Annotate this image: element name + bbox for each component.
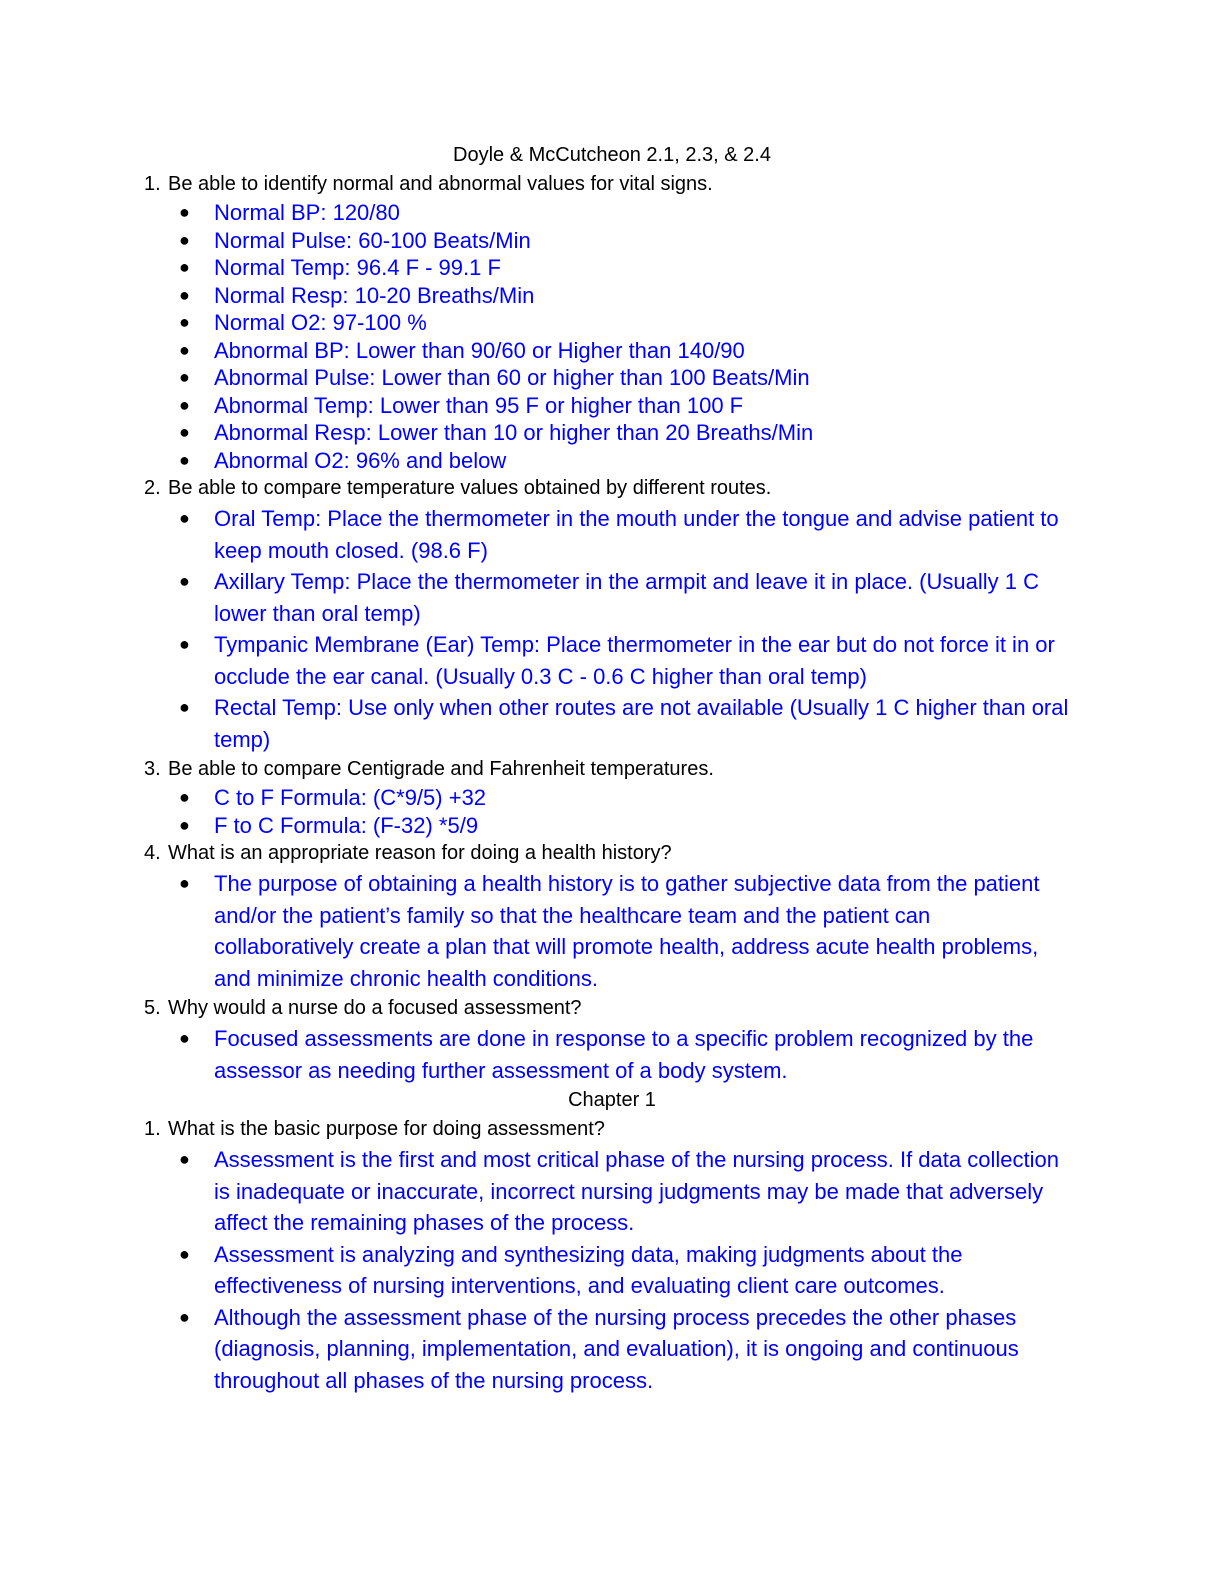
- question: [144, 170, 1080, 199]
- answer-list: [144, 1023, 1080, 1086]
- bullet-icon: ●: [179, 367, 190, 387]
- question-text: Be able to compare temperature values obtained by different routes.: [168, 477, 772, 499]
- bullet-icon: ●: [179, 1243, 190, 1264]
- question: [144, 839, 1080, 868]
- question: [144, 755, 1080, 784]
- answer-item: [179, 1302, 1080, 1397]
- question-text: What is the basic purpose for doing assessment?: [168, 1118, 605, 1140]
- answer-item: [179, 392, 1080, 420]
- answer-text: Abnormal BP: Lower than 90/60 or Higher than 140/90: [214, 337, 745, 363]
- bullet-icon: ●: [179, 229, 190, 250]
- answer-item: [179, 364, 1080, 392]
- answer-item: [179, 1239, 1080, 1302]
- section-heading: Chapter 1: [568, 1089, 656, 1111]
- bullet-icon: ●: [179, 1149, 190, 1169]
- question-number: 5.: [144, 997, 161, 1019]
- bullet-icon: ●: [179, 202, 190, 222]
- answer-list: [144, 503, 1080, 755]
- question-text: Be able to compare Centigrade and Fahrenheit temperatures.: [168, 758, 714, 780]
- answer-text: Normal Resp: 10-20 Breaths/Min: [214, 282, 535, 308]
- answer-text: F to C Formula: (F-32) *5/9: [214, 812, 479, 838]
- bullet-icon: ●: [179, 394, 190, 415]
- answer-item: [179, 566, 1080, 629]
- answer-text: The purpose of obtaining a health history is to gather subjective data from the patient and/or the patient’s family so that the healthcare team and the patient can collaboratively create a plan that will promote health, address acute health problems, and minimize chronic health conditions.: [214, 871, 1040, 991]
- bullet-icon: ●: [179, 422, 190, 442]
- bullet-icon: ●: [179, 873, 190, 893]
- bullet-icon: ●: [179, 697, 190, 717]
- bullet-icon: ●: [179, 312, 190, 332]
- answer-item: [179, 629, 1080, 692]
- bullet-icon: ●: [179, 449, 190, 470]
- bullet-icon: ●: [179, 1028, 190, 1048]
- answer-text: Normal O2: 97-100 %: [214, 310, 427, 335]
- answer-text: Assessment is analyzing and synthesizing data, making judgments about the effectiveness of nursing interventions, and evaluating client care outcomes.: [214, 1241, 963, 1298]
- answer-text: Although the assessment phase of the nursing process precedes the other phases (diagnosis, planning, implementation, and evaluation), it is ongoing and continuous throughout all phases of the nursing process.: [214, 1304, 1019, 1393]
- answer-text: Abnormal Pulse: Lower than 60 or higher than 100 Beats/Min: [214, 365, 810, 390]
- answer-item: [179, 254, 1080, 282]
- answer-text: Abnormal Temp: Lower than 95 F or higher than 100 F: [214, 392, 744, 418]
- question-number: 1.: [144, 173, 161, 195]
- answer-item: [179, 227, 1080, 255]
- answer-item: [179, 1144, 1080, 1239]
- question: [144, 1115, 1080, 1144]
- bullet-icon: ●: [179, 634, 190, 654]
- answer-text: Oral Temp: Place the thermometer in the mouth under the tongue and advise patient to keep mouth closed. (98.6 F): [214, 506, 1059, 563]
- bullet-icon: ●: [179, 257, 190, 277]
- answer-item: [179, 419, 1080, 447]
- answer-item: [179, 812, 1080, 840]
- bullet-icon: ●: [179, 814, 190, 835]
- answer-item: [179, 447, 1080, 475]
- answer-text: Focused assessments are done in response to a specific problem recognized by the assessor as needing further assessment of a body system.: [214, 1026, 1034, 1083]
- question: [144, 474, 1080, 503]
- question-number: 2.: [144, 477, 161, 499]
- answer-item: [179, 868, 1080, 994]
- answer-item: [179, 692, 1080, 755]
- question-text: Be able to identify normal and abnormal values for vital signs.: [168, 173, 713, 195]
- answer-item: [179, 309, 1080, 337]
- bullet-icon: ●: [179, 508, 190, 528]
- answer-item: [179, 503, 1080, 566]
- question-number: 3.: [144, 758, 161, 780]
- answer-list: [144, 868, 1080, 994]
- question: [144, 994, 1080, 1023]
- answer-item: [179, 199, 1080, 227]
- bullet-icon: ●: [179, 787, 190, 807]
- bullet-icon: ●: [179, 284, 190, 305]
- section-heading: Doyle & McCutcheon 2.1, 2.3, & 2.4: [453, 144, 771, 166]
- answer-text: C to F Formula: (C*9/5) +32: [214, 785, 487, 810]
- answer-list: [144, 199, 1080, 474]
- answer-item: [179, 784, 1080, 812]
- question-number: 4.: [144, 842, 161, 864]
- answer-text: Abnormal O2: 96% and below: [214, 447, 507, 473]
- answer-text: Tympanic Membrane (Ear) Temp: Place thermometer in the ear but do not force it in or occlude the ear canal. (Usually 0.3 C - 0.6 C higher than oral temp): [214, 632, 1055, 689]
- answer-text: Rectal Temp: Use only when other routes are not available (Usually 1 C higher than oral temp): [214, 695, 1069, 752]
- answer-text: Abnormal Resp: Lower than 10 or higher than 20 Breaths/Min: [214, 420, 814, 445]
- answer-text: Normal BP: 120/80: [214, 200, 400, 225]
- answer-text: Normal Temp: 96.4 F - 99.1 F: [214, 255, 501, 280]
- answer-list: [144, 1144, 1080, 1396]
- answer-item: [179, 1023, 1080, 1086]
- question-text: Why would a nurse do a focused assessment?: [168, 997, 582, 1019]
- answer-item: [179, 337, 1080, 365]
- bullet-icon: ●: [179, 571, 190, 591]
- bullet-icon: ●: [179, 339, 190, 360]
- bullet-icon: ●: [179, 1306, 190, 1327]
- answer-list: [144, 784, 1080, 839]
- question-number: 1.: [144, 1118, 161, 1140]
- answer-text: Normal Pulse: 60-100 Beats/Min: [214, 227, 531, 253]
- question-text: What is an appropriate reason for doing a health history?: [168, 842, 672, 864]
- answer-text: Assessment is the first and most critical phase of the nursing process. If data collection is inadequate or inaccurate, incorrect nursing judgments may be made that adversely affect the remaining phases of the process.: [214, 1147, 1059, 1235]
- document-page: [144, 141, 1080, 1396]
- answer-item: [179, 282, 1080, 310]
- answer-text: Axillary Temp: Place the thermometer in the armpit and leave it in place. (Usually 1 C lower than oral temp): [214, 569, 1039, 626]
